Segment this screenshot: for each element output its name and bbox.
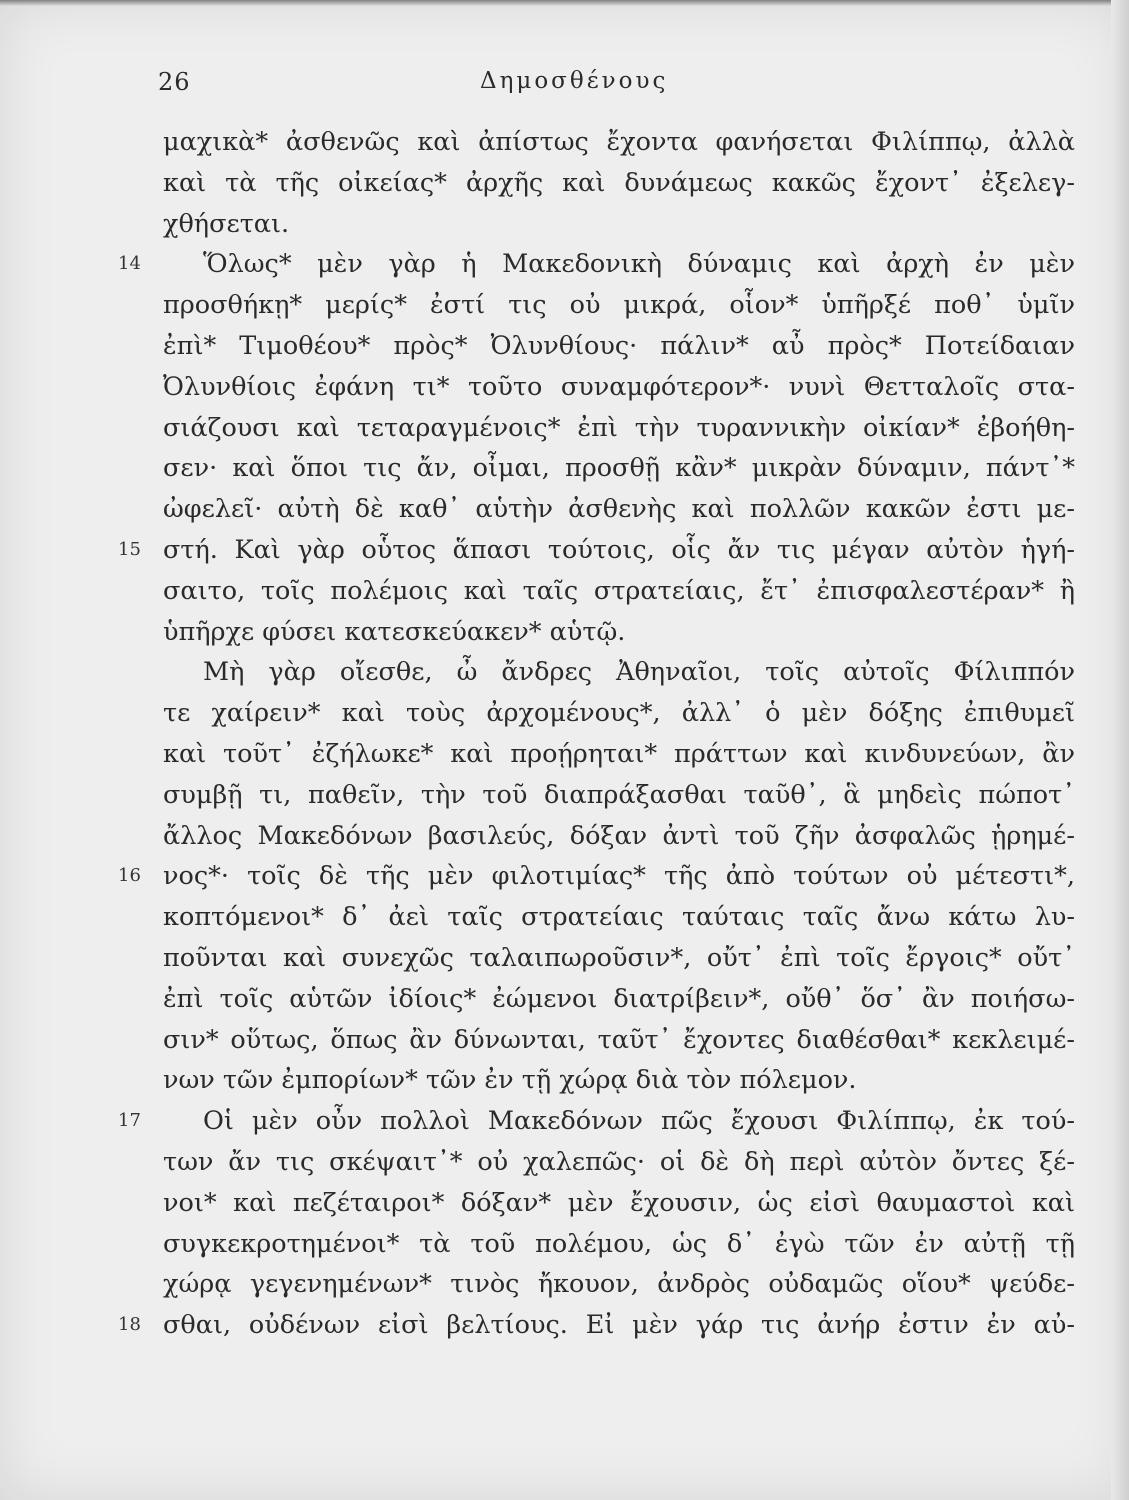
line-text: χώρᾳ γεγενημένων* τινὸς ἤκουον, ἀνδρὸς οὐδαμῶς οἵου* ψεύδε- [163,1269,1075,1300]
line-text: ἐπὶ* Τιμοθέου* πρὸς* Ὀλυνθίους· πάλιν* αὖ πρὸς* Ποτείδαιαν [163,330,1075,361]
line-text: σιν* οὕτως, ὅπως ἂν δύνωνται, ταῦτ᾽ ἔχοντες διαθέσθαι* κεκλειμέ- [163,1024,1075,1055]
line-text: νοι* καὶ πεζέταιροι* δόξαν* μὲν ἔχουσιν, ὡς εἰσὶ θαυμαστοὶ καὶ [163,1187,1075,1218]
line-text: Ὅλως* μὲν γὰρ ἡ Μακεδονικὴ δύναμις καὶ ἀρχὴ ἐν μὲν [203,249,1075,280]
line-text: συγκεκροτημένοι* τὰ τοῦ πολέμου, ὡς δ᾽ ἐγὼ τῶν ἐν αὐτῇ τῇ [163,1228,1075,1259]
text-line [0,693,1129,734]
text-line [0,326,1129,367]
line-text: ὠφελεῖ· αὐτὴ δὲ καθ᾽ αὑτὴν ἀσθενὴς καὶ πολλῶν κακῶν ἐστι με- [163,494,1075,525]
text-line [0,816,1129,857]
text-line [0,408,1129,449]
section-number: 15 [118,538,141,560]
line-text: νος*· τοῖς δὲ τῆς μὲν φιλοτιμίας* τῆς ἀπὸ τούτων οὐ μέτεστι*, [163,861,1075,892]
section-number: 14 [118,253,141,275]
text-line [0,1224,1129,1265]
text-line [0,979,1129,1020]
text-line [0,938,1129,979]
text-line [0,612,1129,653]
line-text: ποῦνται καὶ συνεχῶς ταλαιπωροῦσιν*, οὔτ᾽ ἐπὶ τοῖς ἔργοις* οὔτ᾽ [163,942,1075,973]
line-text: των ἄν τις σκέψαιτ᾽* οὐ χαλεπῶς· οἱ δὲ δὴ περὶ αὐτὸν ὄντες ξέ- [163,1146,1075,1177]
line-text: καὶ τοῦτ᾽ ἐζήλωκε* καὶ προῄρηται* πράττων καὶ κινδυνεύων, ἂν [163,738,1075,769]
text-line [0,734,1129,775]
text-line [0,571,1129,612]
line-text: νων τῶν ἐμπορίων* τῶν ἐν τῇ χώρᾳ διὰ τὸν πόλεμον. [163,1065,857,1096]
line-text: προσθήκῃ* μερίς* ἐστί τις οὐ μικρά, οἷον* ὑπῆρξέ ποθ᾽ ὑμῖν [163,290,1075,321]
line-text: καὶ τὰ τῆς οἰκείας* ἀρχῆς καὶ δυνάμεως κακῶς ἔχοντ᾽ ἐξελεγ- [163,167,1075,198]
text-line [0,1183,1129,1224]
text-line [0,1142,1129,1183]
line-text: Οἱ μὲν οὖν πολλοὶ Μακεδόνων πῶς ἔχουσι Φιλίππῳ, ἐκ τού- [203,1106,1075,1137]
text-line [0,856,1129,897]
text-line [0,163,1129,204]
text-line [0,1264,1129,1305]
text-line [0,1060,1129,1101]
page-top-edge [0,0,1129,6]
section-number: 18 [118,1314,141,1336]
body-text [0,122,1129,1346]
text-line [0,530,1129,571]
line-text: συμβῇ τι, παθεῖν, τὴν τοῦ διαπράξασθαι ταῦθ᾽, ἃ μηδεὶς πώποτ᾽ [163,779,1075,810]
line-text: ὑπῆρχε φύσει κατεσκεύακεν* αὑτῷ. [163,616,626,647]
page-number: 26 [158,68,191,96]
line-text: κοπτόμενοι* δ᾽ ἀεὶ ταῖς στρατείαις ταύταις ταῖς ἄνω κάτω λυ- [163,902,1075,933]
line-text: ἐπὶ τοῖς αὑτῶν ἰδίοις* ἐώμενοι διατρίβειν*, οὔθ᾽ ὅσ᾽ ἂν ποιήσω- [163,983,1075,1014]
line-text: τε χαίρειν* καὶ τοὺς ἀρχομένους*, ἀλλ᾽ ὁ μὲν δόξης ἐπιθυμεῖ [163,698,1075,729]
text-line [0,1305,1129,1346]
text-line [0,122,1129,163]
text-line [0,285,1129,326]
text-line [0,897,1129,938]
line-text: σθαι, οὐδένων εἰσὶ βελτίους. Εἰ μὲν γάρ τις ἀνήρ ἐστιν ἐν αὐ- [163,1310,1075,1341]
text-line [0,448,1129,489]
text-line [0,367,1129,408]
line-text: ἄλλος Μακεδόνων βασιλεύς, δόξαν ἀντὶ τοῦ ζῆν ἀσφαλῶς ᾑρημέ- [163,820,1075,851]
line-text: στή. Καὶ γὰρ οὗτος ἅπασι τούτοις, οἷς ἄν τις μέγαν αὐτὸν ἡγή- [163,534,1075,565]
text-line [0,489,1129,530]
running-head: Δημοσθένους [480,68,669,94]
line-text: Ὀλυνθίοις ἐφάνη τι* τοῦτο συναμφότερον*· νυνὶ Θετταλοῖς στα- [163,371,1075,402]
line-text: σεν· καὶ ὅποι τις ἄν, οἶμαι, προσθῇ κἂν* μικρὰν δύναμιν, πάντ᾽* [163,453,1075,484]
section-number: 17 [118,1110,141,1132]
line-text: Μὴ γὰρ οἴεσθε, ὦ ἄνδρες Ἀθηναῖοι, τοῖς αὐτοῖς Φίλιππόν [203,657,1075,688]
text-line [0,775,1129,816]
line-text: σαιτο, τοῖς πολέμοις καὶ ταῖς στρατείαις, ἔτ᾽ ἐπισφαλεστέραν* ἢ [163,575,1075,606]
text-line [0,652,1129,693]
page-header [0,64,1129,104]
section-number: 16 [118,865,141,887]
text-line [0,1101,1129,1142]
line-text: σιάζουσι καὶ τεταραγμένοις* ἐπὶ τὴν τυραννικὴν οἰκίαν* ἐβοήθη- [163,412,1075,443]
text-line [0,244,1129,285]
text-line [0,1020,1129,1061]
line-text: μαχικὰ* ἀσθενῶς καὶ ἀπίστως ἔχοντα φανήσεται Φιλίππῳ, ἀλλὰ [163,127,1075,157]
text-line [0,204,1129,245]
line-text: χθήσεται. [163,208,290,239]
